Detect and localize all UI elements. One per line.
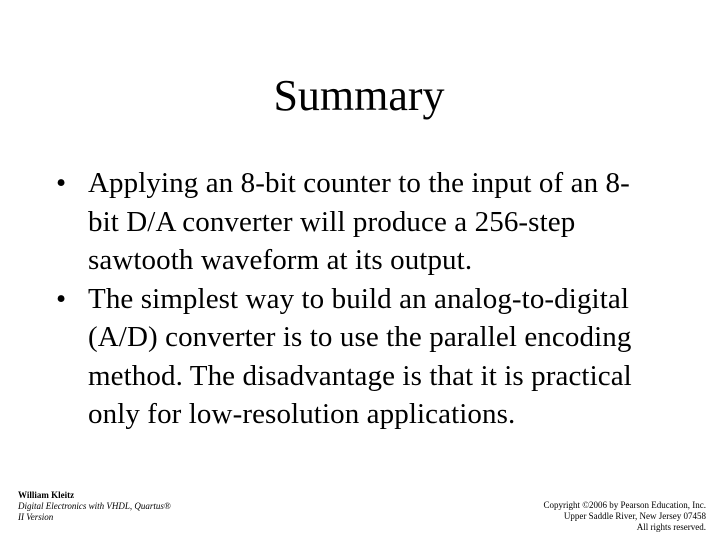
bullet-icon: • [56,282,67,315]
footer-book-edition: II Version [18,512,54,522]
bullet-item [56,164,656,280]
bullet-list [56,164,656,434]
footer-book-info [18,490,171,523]
slide-title: Summary [273,71,445,120]
rights-statement: All rights reserved. [636,522,706,532]
publisher-address: Upper Saddle River, New Jersey 07458 [563,511,706,521]
bullet-text: Applying an 8-bit counter to the input of an 8-bit D/A converter will produce a 256-step sawtooth waveform at its output. [88,167,630,276]
footer-book-title: Digital Electronics with VHDL, Quartus® [18,501,171,511]
footer-author: William Kleitz [18,490,75,500]
bullet-item [56,280,656,434]
copyright-line: Copyright ©2006 by Pearson Education, Inc. [543,500,706,510]
footer-copyright [543,500,706,533]
bullet-text: The simplest way to build an analog-to-digital (A/D) converter is to use the parallel encoding method. The disadvantage is that it is practical only for low-resolution applications. [88,282,632,430]
bullet-icon: • [56,167,67,199]
